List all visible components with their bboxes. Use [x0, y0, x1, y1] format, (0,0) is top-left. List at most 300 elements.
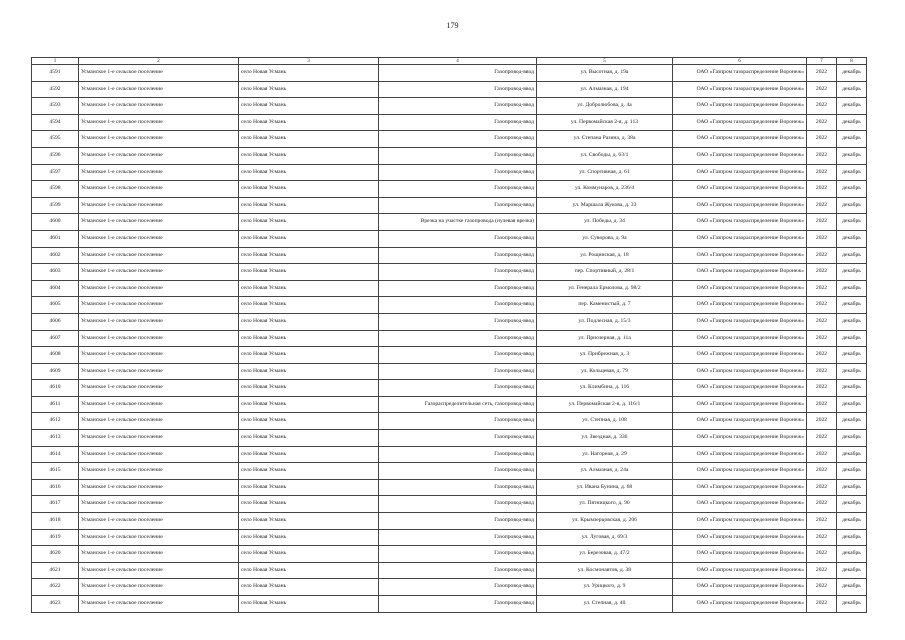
row-number: 4597 [32, 164, 79, 181]
owner-cell: ОАО «Газпром газораспределение Воронеж» [673, 81, 807, 98]
owner-cell: ОАО «Газпром газораспределение Воронеж» [673, 579, 807, 596]
month-cell: декабрь [837, 596, 867, 613]
address-cell: ул. Алмазная, д. 24а [537, 463, 673, 480]
object-cell: Газопровод-ввод [379, 164, 537, 181]
year-cell: 2022 [807, 264, 837, 281]
settlement-cell: Усманское 1-е сельское поселение [79, 197, 239, 214]
settlement-cell: Усманское 1-е сельское поселение [79, 131, 239, 148]
village-cell: село Новая Усмань [239, 446, 379, 463]
object-cell: Газопровод-ввод [379, 230, 537, 247]
object-cell: Газопровод-ввод [379, 264, 537, 281]
settlement-cell: Усманское 1-е сельское поселение [79, 81, 239, 98]
owner-cell: ОАО «Газпром газораспределение Воронеж» [673, 197, 807, 214]
month-cell: декабрь [837, 546, 867, 563]
row-number: 4605 [32, 297, 79, 314]
row-number: 4610 [32, 380, 79, 397]
year-cell: 2022 [807, 197, 837, 214]
address-cell: ул. Первомайская 2-я, д. 113 [537, 114, 673, 131]
village-cell: село Новая Усмань [239, 546, 379, 563]
year-cell: 2022 [807, 247, 837, 264]
village-cell: село Новая Усмань [239, 380, 379, 397]
month-cell: декабрь [837, 347, 867, 364]
owner-cell: ОАО «Газпром газораспределение Воронеж» [673, 496, 807, 513]
month-cell: декабрь [837, 197, 867, 214]
registry-table [31, 57, 867, 613]
owner-cell: ОАО «Газпром газораспределение Воронеж» [673, 297, 807, 314]
year-cell: 2022 [807, 496, 837, 513]
month-cell: декабрь [837, 147, 867, 164]
table-body [32, 65, 867, 613]
address-cell: пер. Спортивный, д. 28/1 [537, 264, 673, 281]
row-number: 4593 [32, 98, 79, 115]
settlement-cell: Усманское 1-е сельское поселение [79, 313, 239, 330]
address-cell: ул. Луговая, д. 69/3 [537, 529, 673, 546]
row-number: 4607 [32, 330, 79, 347]
settlement-cell: Усманское 1-е сельское поселение [79, 65, 239, 82]
row-number: 4600 [32, 214, 79, 231]
address-cell: ул. Алмазная, д. 194 [537, 81, 673, 98]
village-cell: село Новая Усмань [239, 463, 379, 480]
address-cell: ул. Крымзерцовская, д. 206 [537, 513, 673, 530]
owner-cell: ОАО «Газпром газораспределение Воронеж» [673, 546, 807, 563]
table-row [32, 380, 867, 397]
object-cell: Газопровод-ввод [379, 313, 537, 330]
owner-cell: ОАО «Газпром газораспределение Воронеж» [673, 280, 807, 297]
address-cell: ул. Степана Разина, д. 38а [537, 131, 673, 148]
month-cell: декабрь [837, 164, 867, 181]
address-cell: ул. Маршала Жукова, д. 33 [537, 197, 673, 214]
object-cell: Газопровод-ввод [379, 147, 537, 164]
object-cell: Газопровод-ввод [379, 65, 537, 82]
year-cell: 2022 [807, 513, 837, 530]
row-number: 4594 [32, 114, 79, 131]
village-cell: село Новая Усмань [239, 430, 379, 447]
month-cell: декабрь [837, 579, 867, 596]
year-cell: 2022 [807, 529, 837, 546]
table-row [32, 65, 867, 82]
owner-cell: ОАО «Газпром газораспределение Воронеж» [673, 347, 807, 364]
settlement-cell: Усманское 1-е сельское поселение [79, 247, 239, 264]
year-cell: 2022 [807, 131, 837, 148]
village-cell: село Новая Усмань [239, 579, 379, 596]
month-cell: декабрь [837, 247, 867, 264]
table-row [32, 562, 867, 579]
owner-cell: ОАО «Газпром газораспределение Воронеж» [673, 313, 807, 330]
row-number: 4615 [32, 463, 79, 480]
month-cell: декабрь [837, 297, 867, 314]
owner-cell: ОАО «Газпром газораспределение Воронеж» [673, 363, 807, 380]
year-cell: 2022 [807, 430, 837, 447]
row-number: 4617 [32, 496, 79, 513]
table-row [32, 297, 867, 314]
row-number: 4622 [32, 579, 79, 596]
year-cell: 2022 [807, 280, 837, 297]
object-cell: Газопровод-ввод [379, 380, 537, 397]
settlement-cell: Усманское 1-е сельское поселение [79, 164, 239, 181]
row-number: 4603 [32, 264, 79, 281]
month-cell: декабрь [837, 330, 867, 347]
month-cell: декабрь [837, 413, 867, 430]
address-cell: ул. Добролюбова, д. 4а [537, 98, 673, 115]
month-cell: декабрь [837, 313, 867, 330]
settlement-cell: Усманское 1-е сельское поселение [79, 380, 239, 397]
owner-cell: ОАО «Газпром газораспределение Воронеж» [673, 446, 807, 463]
settlement-cell: Усманское 1-е сельское поселение [79, 562, 239, 579]
year-cell: 2022 [807, 363, 837, 380]
header-row [32, 58, 867, 65]
address-cell: ул. Высотная, д. 19а [537, 65, 673, 82]
address-cell: ул. Пятницкого, д. 90 [537, 496, 673, 513]
month-cell: декабрь [837, 363, 867, 380]
month-cell: декабрь [837, 181, 867, 198]
settlement-cell: Усманское 1-е сельское поселение [79, 297, 239, 314]
object-cell: Газопровод-ввод [379, 347, 537, 364]
year-cell: 2022 [807, 463, 837, 480]
month-cell: декабрь [837, 264, 867, 281]
year-cell: 2022 [807, 313, 837, 330]
village-cell: село Новая Усмань [239, 396, 379, 413]
month-cell: декабрь [837, 446, 867, 463]
object-cell: Газопровод-ввод [379, 297, 537, 314]
table-row [32, 98, 867, 115]
owner-cell: ОАО «Газпром газораспределение Воронеж» [673, 380, 807, 397]
settlement-cell: Усманское 1-е сельское поселение [79, 430, 239, 447]
settlement-cell: Усманское 1-е сельское поселение [79, 347, 239, 364]
village-cell: село Новая Усмань [239, 280, 379, 297]
owner-cell: ОАО «Газпром газораспределение Воронеж» [673, 247, 807, 264]
row-number: 4609 [32, 363, 79, 380]
table-row [32, 114, 867, 131]
year-cell: 2022 [807, 347, 837, 364]
table-row [32, 463, 867, 480]
settlement-cell: Усманское 1-е сельское поселение [79, 264, 239, 281]
village-cell: село Новая Усмань [239, 197, 379, 214]
table-row [32, 330, 867, 347]
row-number: 4599 [32, 197, 79, 214]
owner-cell: ОАО «Газпром газораспределение Воронеж» [673, 114, 807, 131]
month-cell: декабрь [837, 214, 867, 231]
year-cell: 2022 [807, 562, 837, 579]
column-header: 2 [79, 58, 239, 65]
object-cell: Газопровод-ввод [379, 413, 537, 430]
address-cell: ул. Коммунаров, д. 236/4 [537, 181, 673, 198]
village-cell: село Новая Усмань [239, 513, 379, 530]
month-cell: декабрь [837, 114, 867, 131]
column-header: 1 [32, 58, 79, 65]
year-cell: 2022 [807, 596, 837, 613]
object-cell: Газопровод-ввод [379, 529, 537, 546]
month-cell: декабрь [837, 463, 867, 480]
row-number: 4623 [32, 596, 79, 613]
row-number: 4608 [32, 347, 79, 364]
row-number: 4611 [32, 396, 79, 413]
address-cell: ул. Суворова, д. 9а [537, 230, 673, 247]
settlement-cell: Усманское 1-е сельское поселение [79, 513, 239, 530]
month-cell: декабрь [837, 280, 867, 297]
owner-cell: ОАО «Газпром газораспределение Воронеж» [673, 181, 807, 198]
village-cell: село Новая Усмань [239, 347, 379, 364]
table-row [32, 546, 867, 563]
column-header: 6 [673, 58, 807, 65]
village-cell: село Новая Усмань [239, 413, 379, 430]
object-cell: Газопровод-ввод [379, 446, 537, 463]
address-cell: ул. Свободы, д. 63/1 [537, 147, 673, 164]
object-cell: Газопровод-ввод [379, 197, 537, 214]
village-cell: село Новая Усмань [239, 214, 379, 231]
year-cell: 2022 [807, 396, 837, 413]
owner-cell: ОАО «Газпром газораспределение Воронеж» [673, 330, 807, 347]
settlement-cell: Усманское 1-е сельское поселение [79, 98, 239, 115]
row-number: 4598 [32, 181, 79, 198]
settlement-cell: Усманское 1-е сельское поселение [79, 230, 239, 247]
owner-cell: ОАО «Газпром газораспределение Воронеж» [673, 230, 807, 247]
table-row [32, 313, 867, 330]
row-number: 4596 [32, 147, 79, 164]
month-cell: декабрь [837, 65, 867, 82]
object-cell: Газопровод-ввод [379, 596, 537, 613]
table-row [32, 396, 867, 413]
object-cell: Газопровод-ввод [379, 479, 537, 496]
owner-cell: ОАО «Газпром газораспределение Воронеж» [673, 479, 807, 496]
village-cell: село Новая Усмань [239, 562, 379, 579]
settlement-cell: Усманское 1-е сельское поселение [79, 479, 239, 496]
table-row [32, 430, 867, 447]
year-cell: 2022 [807, 479, 837, 496]
owner-cell: ОАО «Газпром газораспределение Воронеж» [673, 529, 807, 546]
address-cell: ул. Победы, д. 34 [537, 214, 673, 231]
month-cell: декабрь [837, 562, 867, 579]
year-cell: 2022 [807, 81, 837, 98]
address-cell: ул. Прибрежная, д. 3 [537, 347, 673, 364]
column-header: 5 [537, 58, 673, 65]
village-cell: село Новая Усмань [239, 181, 379, 198]
owner-cell: ОАО «Газпром газораспределение Воронеж» [673, 463, 807, 480]
settlement-cell: Усманское 1-е сельское поселение [79, 363, 239, 380]
settlement-cell: Усманское 1-е сельское поселение [79, 579, 239, 596]
settlement-cell: Усманское 1-е сельское поселение [79, 446, 239, 463]
month-cell: декабрь [837, 98, 867, 115]
village-cell: село Новая Усмань [239, 164, 379, 181]
village-cell: село Новая Усмань [239, 247, 379, 264]
village-cell: село Новая Усмань [239, 330, 379, 347]
row-number: 4616 [32, 479, 79, 496]
row-number: 4602 [32, 247, 79, 264]
village-cell: село Новая Усмань [239, 264, 379, 281]
table-row [32, 197, 867, 214]
address-cell: ул. Климбина, д. 116 [537, 380, 673, 397]
year-cell: 2022 [807, 297, 837, 314]
object-cell: Газопровод-ввод [379, 562, 537, 579]
settlement-cell: Усманское 1-е сельское поселение [79, 529, 239, 546]
row-number: 4619 [32, 529, 79, 546]
village-cell: село Новая Усмань [239, 297, 379, 314]
object-cell: Газопровод-ввод [379, 513, 537, 530]
row-number: 4604 [32, 280, 79, 297]
village-cell: село Новая Усмань [239, 98, 379, 115]
object-cell: Газопровод-ввод [379, 280, 537, 297]
table-row [32, 181, 867, 198]
table-row [32, 164, 867, 181]
object-cell: Газопровод-ввод [379, 496, 537, 513]
village-cell: село Новая Усмань [239, 313, 379, 330]
address-cell: ул. Кольцевая, д. 79 [537, 363, 673, 380]
address-cell: ул. Степная, д. 108 [537, 413, 673, 430]
object-cell: Газораспределительная сеть, газопровод-ввод [379, 396, 537, 413]
table-row [32, 280, 867, 297]
row-number: 4592 [32, 81, 79, 98]
village-cell: село Новая Усмань [239, 81, 379, 98]
address-cell: ул. Березовая, д. 47/2 [537, 546, 673, 563]
village-cell: село Новая Усмань [239, 114, 379, 131]
table-row [32, 347, 867, 364]
year-cell: 2022 [807, 413, 837, 430]
row-number: 4591 [32, 65, 79, 82]
owner-cell: ОАО «Газпром газораспределение Воронеж» [673, 396, 807, 413]
address-cell: ул. Нагорная, д. 29 [537, 446, 673, 463]
year-cell: 2022 [807, 114, 837, 131]
address-cell: ул. Рощинская, д. 18 [537, 247, 673, 264]
month-cell: декабрь [837, 380, 867, 397]
owner-cell: ОАО «Газпром газораспределение Воронеж» [673, 413, 807, 430]
address-cell: ул. Ивана Бунина, д. 68 [537, 479, 673, 496]
owner-cell: ОАО «Газпром газораспределение Воронеж» [673, 147, 807, 164]
object-cell: Газопровод-ввод [379, 330, 537, 347]
object-cell: Газопровод-ввод [379, 81, 537, 98]
object-cell: Газопровод-ввод [379, 579, 537, 596]
settlement-cell: Усманское 1-е сельское поселение [79, 596, 239, 613]
village-cell: село Новая Усмань [239, 529, 379, 546]
object-cell: Газопровод-ввод [379, 546, 537, 563]
table-row [32, 479, 867, 496]
table-row [32, 147, 867, 164]
column-header: 8 [837, 58, 867, 65]
settlement-cell: Усманское 1-е сельское поселение [79, 330, 239, 347]
column-header: 4 [379, 58, 537, 65]
table-row [32, 446, 867, 463]
village-cell: село Новая Усмань [239, 65, 379, 82]
year-cell: 2022 [807, 181, 837, 198]
owner-cell: ОАО «Газпром газораспределение Воронеж» [673, 98, 807, 115]
year-cell: 2022 [807, 380, 837, 397]
table-row [32, 496, 867, 513]
village-cell: село Новая Усмань [239, 363, 379, 380]
village-cell: село Новая Усмань [239, 230, 379, 247]
settlement-cell: Усманское 1-е сельское поселение [79, 396, 239, 413]
year-cell: 2022 [807, 330, 837, 347]
address-cell: ул. Приозерная, д. 11а [537, 330, 673, 347]
object-cell: Газопровод-ввод [379, 463, 537, 480]
owner-cell: ОАО «Газпром газораспределение Воронеж» [673, 562, 807, 579]
settlement-cell: Усманское 1-е сельское поселение [79, 413, 239, 430]
year-cell: 2022 [807, 230, 837, 247]
address-cell: пер. Каменистый, д. 7 [537, 297, 673, 314]
settlement-cell: Усманское 1-е сельское поселение [79, 546, 239, 563]
row-number: 4595 [32, 131, 79, 148]
table-row [32, 513, 867, 530]
settlement-cell: Усманское 1-е сельское поселение [79, 181, 239, 198]
year-cell: 2022 [807, 214, 837, 231]
page-number: 179 [446, 21, 459, 30]
row-number: 4612 [32, 413, 79, 430]
row-number: 4618 [32, 513, 79, 530]
table-row [32, 579, 867, 596]
row-number: 4620 [32, 546, 79, 563]
owner-cell: ОАО «Газпром газораспределение Воронеж» [673, 164, 807, 181]
table-row [32, 214, 867, 231]
table-row [32, 81, 867, 98]
village-cell: село Новая Усмань [239, 479, 379, 496]
year-cell: 2022 [807, 546, 837, 563]
address-cell: ул. Урицкого, д. 9 [537, 579, 673, 596]
month-cell: декабрь [837, 230, 867, 247]
address-cell: ул. Подлесная, д. 15/3 [537, 313, 673, 330]
address-cell: ул. Звездная, д. 336 [537, 430, 673, 447]
object-cell: Газопровод-ввод [379, 247, 537, 264]
settlement-cell: Усманское 1-е сельское поселение [79, 463, 239, 480]
year-cell: 2022 [807, 446, 837, 463]
table-row [32, 413, 867, 430]
table-row [32, 230, 867, 247]
table-row [32, 596, 867, 613]
address-cell: ул. Спортивная, д. 61 [537, 164, 673, 181]
row-number: 4613 [32, 430, 79, 447]
object-cell: Газопровод-ввод [379, 363, 537, 380]
owner-cell: ОАО «Газпром газораспределение Воронеж» [673, 430, 807, 447]
year-cell: 2022 [807, 164, 837, 181]
object-cell: Газопровод-ввод [379, 181, 537, 198]
object-cell: Газопровод-ввод [379, 98, 537, 115]
settlement-cell: Усманское 1-е сельское поселение [79, 214, 239, 231]
month-cell: декабрь [837, 513, 867, 530]
village-cell: село Новая Усмань [239, 496, 379, 513]
object-cell: Газопровод-ввод [379, 131, 537, 148]
table-row [32, 363, 867, 380]
object-cell: Врезка на участке газопровода (нулевая врезка) [379, 214, 537, 231]
village-cell: село Новая Усмань [239, 131, 379, 148]
month-cell: декабрь [837, 81, 867, 98]
row-number: 4601 [32, 230, 79, 247]
owner-cell: ОАО «Газпром газораспределение Воронеж» [673, 264, 807, 281]
address-cell: ул. Космонавтов, д. 38 [537, 562, 673, 579]
month-cell: декабрь [837, 496, 867, 513]
month-cell: декабрь [837, 396, 867, 413]
row-number: 4606 [32, 313, 79, 330]
column-header: 7 [807, 58, 837, 65]
owner-cell: ОАО «Газпром газораспределение Воронеж» [673, 214, 807, 231]
row-number: 4614 [32, 446, 79, 463]
owner-cell: ОАО «Газпром газораспределение Воронеж» [673, 65, 807, 82]
settlement-cell: Усманское 1-е сельское поселение [79, 496, 239, 513]
column-header: 3 [239, 58, 379, 65]
month-cell: декабрь [837, 131, 867, 148]
settlement-cell: Усманское 1-е сельское поселение [79, 114, 239, 131]
address-cell: ул. Степная, д. 40 [537, 596, 673, 613]
table-row [32, 131, 867, 148]
month-cell: декабрь [837, 430, 867, 447]
row-number: 4621 [32, 562, 79, 579]
settlement-cell: Усманское 1-е сельское поселение [79, 147, 239, 164]
table-row [32, 247, 867, 264]
owner-cell: ОАО «Газпром газораспределение Воронеж» [673, 131, 807, 148]
object-cell: Газопровод-ввод [379, 114, 537, 131]
month-cell: декабрь [837, 529, 867, 546]
year-cell: 2022 [807, 65, 837, 82]
address-cell: ул. Генерала Ермолова, д. 98/2 [537, 280, 673, 297]
address-cell: ул. Первомайская 2-я, д. 116/1 [537, 396, 673, 413]
year-cell: 2022 [807, 98, 837, 115]
village-cell: село Новая Усмань [239, 147, 379, 164]
object-cell: Газопровод-ввод [379, 430, 537, 447]
